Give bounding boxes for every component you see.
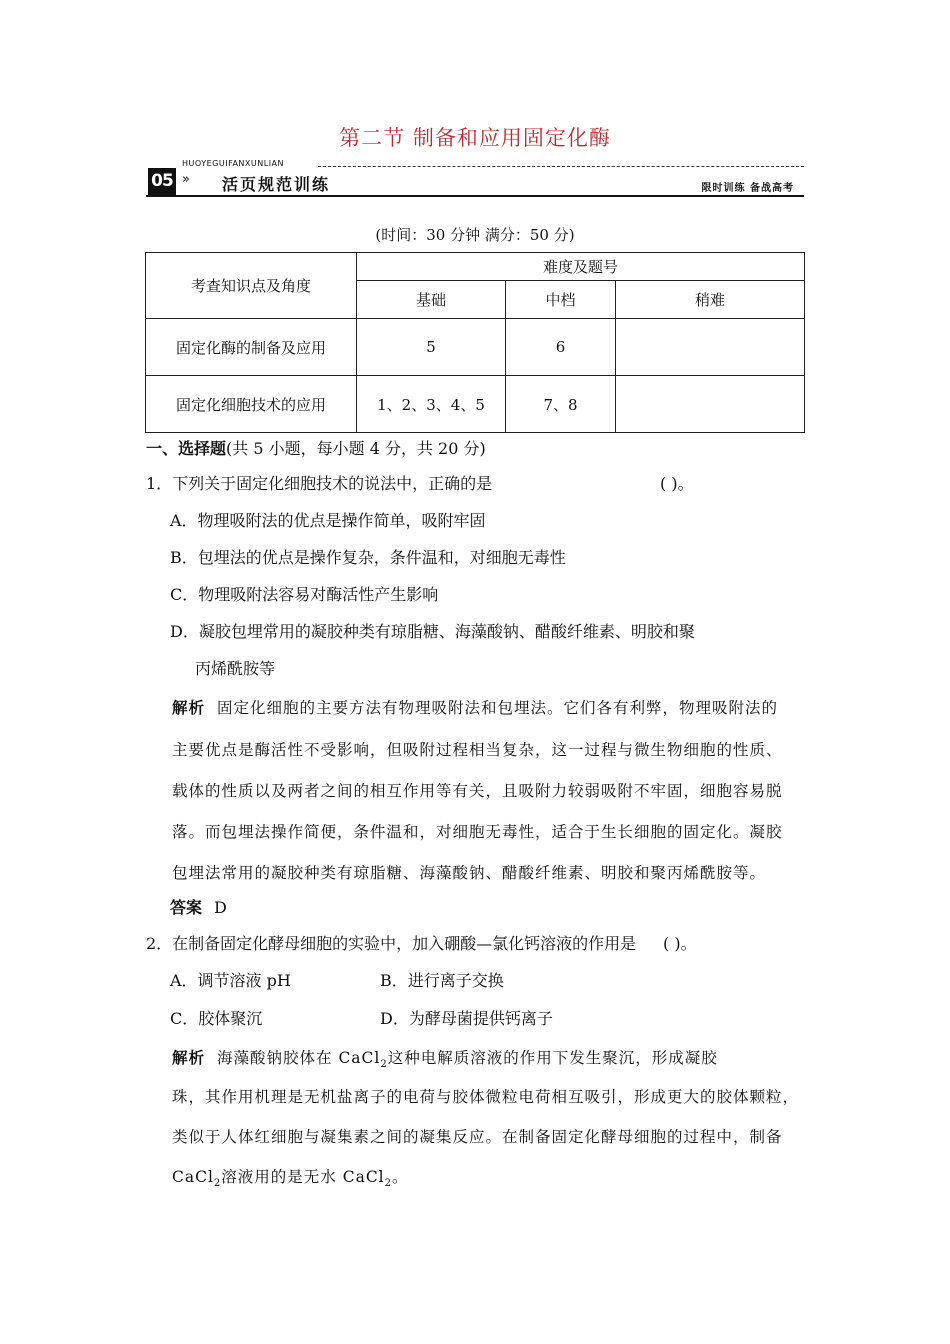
q1-analysis-line: 包埋法常用的凝胶种类有琼脂糖、海藻酸钠、醋酸纤维素、明胶和聚丙烯酰胺等。 — [172, 864, 767, 882]
q1-stem: 1．下列关于固定化细胞技术的说法中，正确的是 — [146, 474, 493, 493]
q2-option-b: B．进行离子交换 — [380, 971, 504, 990]
q1-answer — [170, 897, 227, 919]
knowledge-table — [145, 252, 805, 433]
q1-option-a: A．物理吸附法的优点是操作简单，吸附牢固 — [170, 511, 486, 530]
q1-answer-bracket: ( )。 — [660, 474, 694, 493]
table-header-topic: 考查知识点及角度 — [146, 253, 357, 319]
q2-analysis-line: 珠，其作用机理是无机盐离子的电荷与胶体微粒电荷相互吸引，形成更大的胶体颗粒， — [172, 1088, 800, 1106]
q1-option-d-cont: 丙烯酰胺等 — [195, 659, 276, 678]
table-cell-hard — [616, 376, 805, 433]
q2-analysis-line: CaCl$_2$溶液用的是无水 CaCl$_2$。 — [172, 1168, 409, 1190]
table-header-basic: 基础 — [357, 281, 506, 319]
time-score-info: (时间：30 分钟 满分：50 分) — [375, 226, 575, 244]
table-row — [146, 319, 805, 376]
q1-option-b: B．包埋法的优点是操作复杂，条件温和，对细胞无毒性 — [170, 548, 566, 567]
banner-number: 05 — [148, 168, 176, 195]
q2-stem: 2．在制备固定化酵母细胞的实验中，加入硼酸—氯化钙溶液的作用是 — [146, 934, 637, 953]
q2-option-d: D．为酵母菌提供钙离子 — [380, 1009, 553, 1028]
q2-option-c: C．胶体聚沉 — [170, 1009, 263, 1028]
table-row — [146, 376, 805, 433]
table-cell-mid: 7、8 — [506, 376, 616, 433]
q2-analysis-line: 解析 海藻酸钠胶体在 CaCl$_2$这种电解质溶液的作用下发生聚沉，形成凝胶 — [172, 1048, 718, 1071]
q1-analysis-line: 载体的性质以及两者之间的相互作用等有关，且吸附力较弱吸附不牢固，细胞容易脱 — [172, 782, 783, 800]
q2-answer-bracket: ( )。 — [663, 934, 697, 953]
page-title: 第二节 制备和应用固定化酶 — [339, 126, 611, 150]
table-cell-basic: 1、2、3、4、5 — [357, 376, 506, 433]
q1-analysis-label: 解析 — [172, 698, 206, 717]
q1-analysis-line: 解析 固定化细胞的主要方法有物理吸附法和包埋法。它们各有利弊，物理吸附法的 — [172, 698, 779, 717]
banner-pinyin: HUOYEGUIFANXUNLIAN — [182, 159, 285, 168]
dashed-rule — [318, 166, 804, 167]
q1-analysis-line: 主要优点是酶活性不受影响，但吸附过程相当复杂，这一过程与微生物细胞的性质、 — [172, 741, 783, 759]
q1-answer-label: 答案 — [170, 898, 203, 917]
table-cell-mid: 6 — [506, 319, 616, 376]
q1-answer-value: D — [214, 898, 227, 917]
section-heading — [146, 436, 486, 459]
banner-subtitle: 限时训练 备战高考 — [701, 183, 794, 194]
section-banner — [146, 159, 804, 198]
q1-option-c: C．物理吸附法容易对酶活性产生影响 — [170, 585, 439, 604]
double-arrow-icon: » — [182, 172, 190, 187]
table-header-mid: 中档 — [506, 281, 616, 319]
section-title: 一、选择题 — [146, 439, 227, 458]
table-cell-basic: 5 — [357, 319, 506, 376]
solid-rule — [146, 195, 804, 197]
table-header-difficulty: 难度及题号 — [357, 253, 805, 281]
q1-analysis-line: 落。而包埋法操作简便，条件温和，对细胞无毒性，适合于生长细胞的固定化。凝胶 — [172, 823, 783, 841]
table-cell-hard — [616, 319, 805, 376]
q1-option-d: D．凝胶包埋常用的凝胶种类有琼脂糖、海藻酸钠、醋酸纤维素、明胶和聚 — [170, 622, 695, 641]
section-note: (共 5 小题，每小题 4 分，共 20 分) — [226, 439, 486, 458]
q2-analysis-label: 解析 — [172, 1048, 206, 1067]
q2-option-a: A．调节溶液 pH — [170, 971, 291, 990]
table-cell-topic: 固定化酶的制备及应用 — [146, 319, 357, 376]
table-header-hard: 稍难 — [616, 281, 805, 319]
q2-analysis-line: 类似于人体红细胞与凝集素之间的凝集反应。在制备固定化酵母细胞的过程中，制备 — [172, 1128, 783, 1146]
banner-name: 活页规范训练 — [222, 175, 331, 194]
table-cell-topic: 固定化细胞技术的应用 — [146, 376, 357, 433]
